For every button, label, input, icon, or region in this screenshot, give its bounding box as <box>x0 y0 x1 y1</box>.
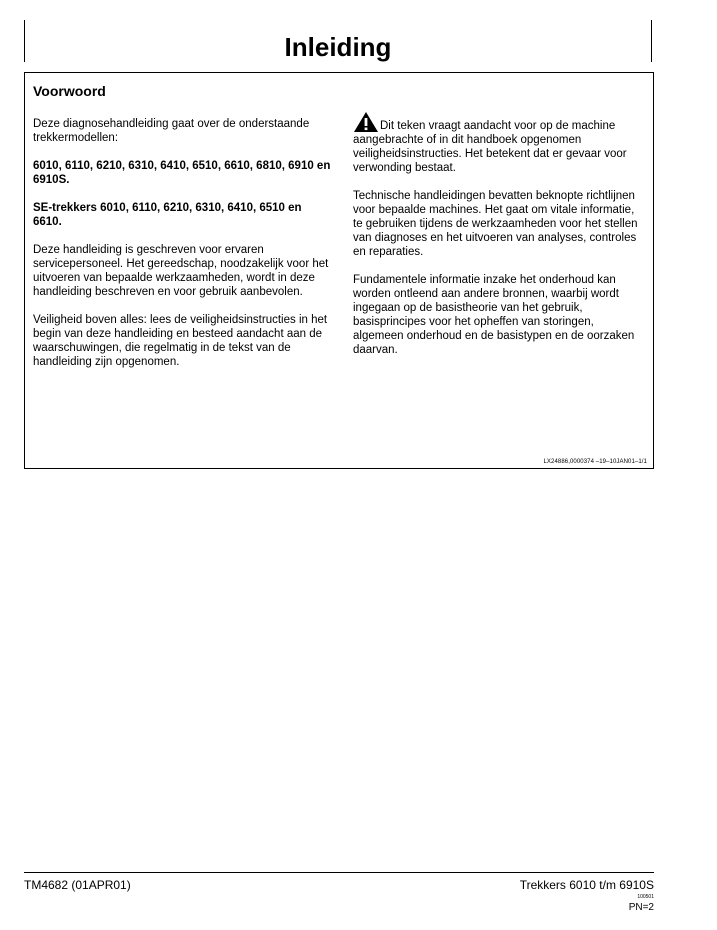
page-header <box>24 20 652 62</box>
models-list: 6010, 6110, 6210, 6310, 6410, 6510, 6610, 6810, 6910 en 6910S. <box>33 160 331 186</box>
intro-paragraph: Deze diagnosehandleiding gaat over de onderstaande trekkermodellen: <box>33 118 310 144</box>
product-name: Trekkers 6010 t/m 6910S <box>519 878 654 892</box>
warning-text: Dit teken vraagt aandacht voor op de machine aangebrachte of in dit handboek opgenomen veiligheidsinstructies. Het betekent dat er gevaar voor verwonding bestaat. <box>353 120 627 174</box>
se-models-list: SE-trekkers 6010, 6110, 6210, 6310, 6410, 6510 en 6610. <box>33 202 302 228</box>
manuals-paragraph: Technische handleidingen bevatten beknopte richtlijnen voor bepaalde machines. Het gaat om vitale informatie, te gebruiken tijdens de werkzaamheden voor het stellen van diagnoses en het uitvoeren van analyses, controles en reparaties. <box>353 190 638 258</box>
audience-paragraph: Deze handleiding is geschreven voor ervaren servicepersoneel. Het gereedschap, noodzakelijk voor het uitvoeren van bepaalde werkzaamheden, wordt in deze handleiding beschreven en voor gebruik aanbevolen. <box>33 244 329 298</box>
page-title: Inleiding <box>284 32 392 62</box>
footer-divider <box>24 872 654 873</box>
safety-alert-icon <box>353 111 379 133</box>
warning-paragraph <box>353 111 645 175</box>
reference-code: LX24886,0000374 –19–10JAN01–1/1 <box>543 459 647 465</box>
maintenance-paragraph: Fundamentele informatie inzake het onderhoud kan worden ontleend aan andere bronnen, waarbij wordt ingegaan op de basistheorie van het gebruik, basisprincipes voor het opheffen van storingen, algemeen onderhoud en de basistypen en de oorzaken daarvan. <box>353 274 635 356</box>
page-number: PN=2 <box>628 902 654 913</box>
safety-paragraph: Veiligheid boven alles: lees de veiligheidsinstructies in het begin van deze handleiding en besteed aandacht aan de waarschuwingen, die regelmatig in de tekst van de handleiding zijn opgenomen. <box>33 314 328 368</box>
foreword-section <box>24 72 654 469</box>
left-column <box>33 117 333 383</box>
footer-code: 100501 <box>637 894 654 900</box>
section-title: Voorwoord <box>33 83 106 99</box>
right-column <box>353 111 645 371</box>
manual-id: TM4682 (01APR01) <box>24 878 131 892</box>
